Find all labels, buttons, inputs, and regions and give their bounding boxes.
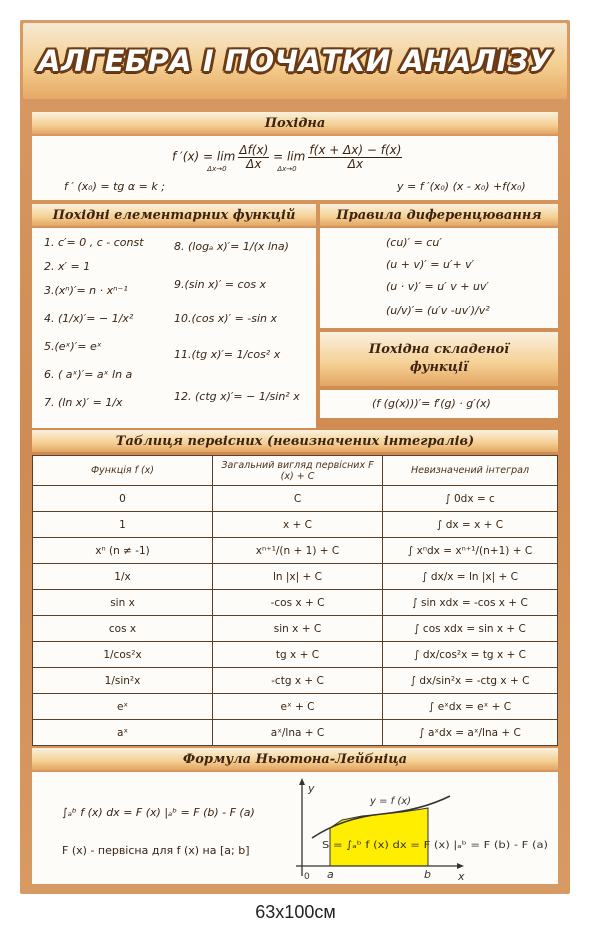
antiderivative-table (32, 455, 558, 746)
derivative-heading: Похідна (32, 112, 558, 134)
cell-integral: ∫ sin xdx = -cos x + C (383, 590, 558, 616)
elem-5: 5.(eˣ)′= eˣ (44, 340, 102, 353)
newton-box (32, 772, 558, 884)
cell-general: tg x + C (213, 642, 383, 668)
size-label: 63х100см (255, 902, 336, 922)
cell-integral: ∫ cos xdx = sin x + C (383, 616, 558, 642)
y-axis-arrow (299, 778, 305, 785)
elem-1: 1. c′= 0 , c - const (44, 236, 144, 249)
cell-integral: ∫ eˣdx = eˣ + C (383, 694, 558, 720)
a-label: a (327, 868, 334, 881)
elem-11: 11.(tg x)′= 1/cos² x (174, 348, 281, 361)
cell-general: -cos x + C (213, 590, 383, 616)
derivative-definition: f $'(x) = \lim_{\Delta x\to 0}$ $\frac{\Delta f(x)}{\Delta x}$ = $\lim_{\Delta x\to 0}$ $\frac{f(x + \Delta x) - f(x)}{\Delta x}$ (172, 143, 402, 173)
cell-integral: ∫ dx/cos²x = tg x + C (383, 642, 558, 668)
cell-integral: ∫ dx/sin²x = -ctg x + C (383, 668, 558, 694)
table-row (33, 486, 558, 512)
cell-general: x + C (213, 512, 383, 538)
table-heading: Таблиця первісних (невизначених інтегралів) (32, 430, 558, 452)
table-row (33, 616, 558, 642)
table-row (33, 538, 558, 564)
table-row (33, 720, 558, 746)
title-bar (23, 23, 567, 99)
derivative-box (32, 136, 558, 200)
newton-formula: ∫ₐᵇ f (x) dx = F (x) |ₐᵇ = F (b) - F (a) (62, 806, 255, 819)
page-title: АЛГЕБРА І ПОЧАТКИ АНАЛІЗУ (38, 44, 552, 78)
area-formula: S = ∫ₐᵇ f (x) dx = F (x) |ₐᵇ = F (b) - F (a) (322, 840, 549, 851)
rule-2: (u + v)′ = u′+ v′ (386, 258, 475, 271)
cell-function: 1/sin²x (33, 668, 213, 694)
newton-graph (282, 776, 552, 882)
elem-2: 2. x′ = 1 (44, 260, 91, 273)
rules-box (320, 228, 558, 328)
cell-function: 1 (33, 512, 213, 538)
tangent-formula: y = f ′(x₀) (x - x₀) +f(x₀) (397, 180, 526, 193)
rules-heading: Правила диференцювання (320, 204, 558, 226)
elementary-box (32, 228, 316, 428)
poster (20, 20, 570, 894)
cell-integral: ∫ aˣdx = aˣ/lna + C (383, 720, 558, 746)
table-row (33, 642, 558, 668)
cell-integral: ∫ dx = x + C (383, 512, 558, 538)
col-function: Функція f (x) (33, 456, 213, 486)
elem-9: 9.(sin x)′ = cos x (174, 278, 267, 291)
cell-general: xⁿ⁺¹/(n + 1) + C (213, 538, 383, 564)
col-general: Загальний вигляд первісних F (x) + C (213, 456, 383, 486)
cell-general: aˣ/lna + C (213, 720, 383, 746)
integral-area (330, 808, 428, 866)
origin-label: 0 (304, 872, 310, 882)
table-row (33, 590, 558, 616)
composite-formula: (f (g(x)))′= f′(g) · g′(x) (372, 397, 491, 410)
cell-general: C (213, 486, 383, 512)
elem-12: 12. (ctg x)′= − 1/sin² x (174, 390, 300, 403)
newton-heading: Формула Ньютона-Лейбніца (32, 748, 558, 770)
cell-integral: ∫ 0dx = c (383, 486, 558, 512)
table-header-row (33, 456, 558, 486)
cell-function: 0 (33, 486, 213, 512)
newton-note: F (x) - первісна для f (x) на [a; b] (62, 844, 250, 857)
slope-formula: f ′ (x₀) = tg α = k ; (64, 180, 165, 193)
cell-integral: ∫ xⁿdx = xⁿ⁺¹/(n+1) + C (383, 538, 558, 564)
table-row (33, 694, 558, 720)
elem-3: 3.(xⁿ)′= n · xⁿ⁻¹ (44, 284, 128, 297)
table-row (33, 512, 558, 538)
cell-general: ln |x| + C (213, 564, 383, 590)
rule-3: (u · v)′ = u′ v + uv′ (386, 280, 489, 293)
cell-function: 1/cos²x (33, 642, 213, 668)
cell-function: aˣ (33, 720, 213, 746)
col-integral: Невизначений інтеграл (383, 456, 558, 486)
elem-6: 6. ( aˣ)′= aˣ ln a (44, 368, 133, 381)
table-row (33, 668, 558, 694)
elem-10: 10.(cos x)′ = -sin x (174, 312, 278, 325)
cell-general: -ctg x + C (213, 668, 383, 694)
elem-8: 8. (logₐ x)′= 1/(x lna) (174, 240, 289, 253)
rule-1: (cu)′ = cu′ (386, 236, 442, 249)
composite-heading: Похідна складеної функції (320, 332, 558, 386)
cell-function: 1/x (33, 564, 213, 590)
cell-general: eˣ + C (213, 694, 383, 720)
function-label: y = f (x) (370, 796, 412, 807)
axis-y-label: y (308, 782, 315, 795)
rule-4: (u/v)′= (u′v -uv′)/v² (386, 304, 490, 317)
cell-function: eˣ (33, 694, 213, 720)
elem-7: 7. (ln x)′ = 1/x (44, 396, 123, 409)
axis-x-label: x (458, 870, 465, 882)
x-axis-arrow (457, 863, 464, 869)
composite-box (320, 390, 558, 418)
elementary-heading: Похідні елементарних функцій (32, 204, 316, 226)
cell-integral: ∫ dx/x = ln |x| + C (383, 564, 558, 590)
cell-general: sin x + C (213, 616, 383, 642)
elem-4: 4. (1/x)′= − 1/x² (44, 312, 134, 325)
cell-function: cos x (33, 616, 213, 642)
cell-function: sin x (33, 590, 213, 616)
b-label: b (424, 868, 431, 881)
table-row (33, 564, 558, 590)
cell-function: xⁿ (n ≠ -1) (33, 538, 213, 564)
